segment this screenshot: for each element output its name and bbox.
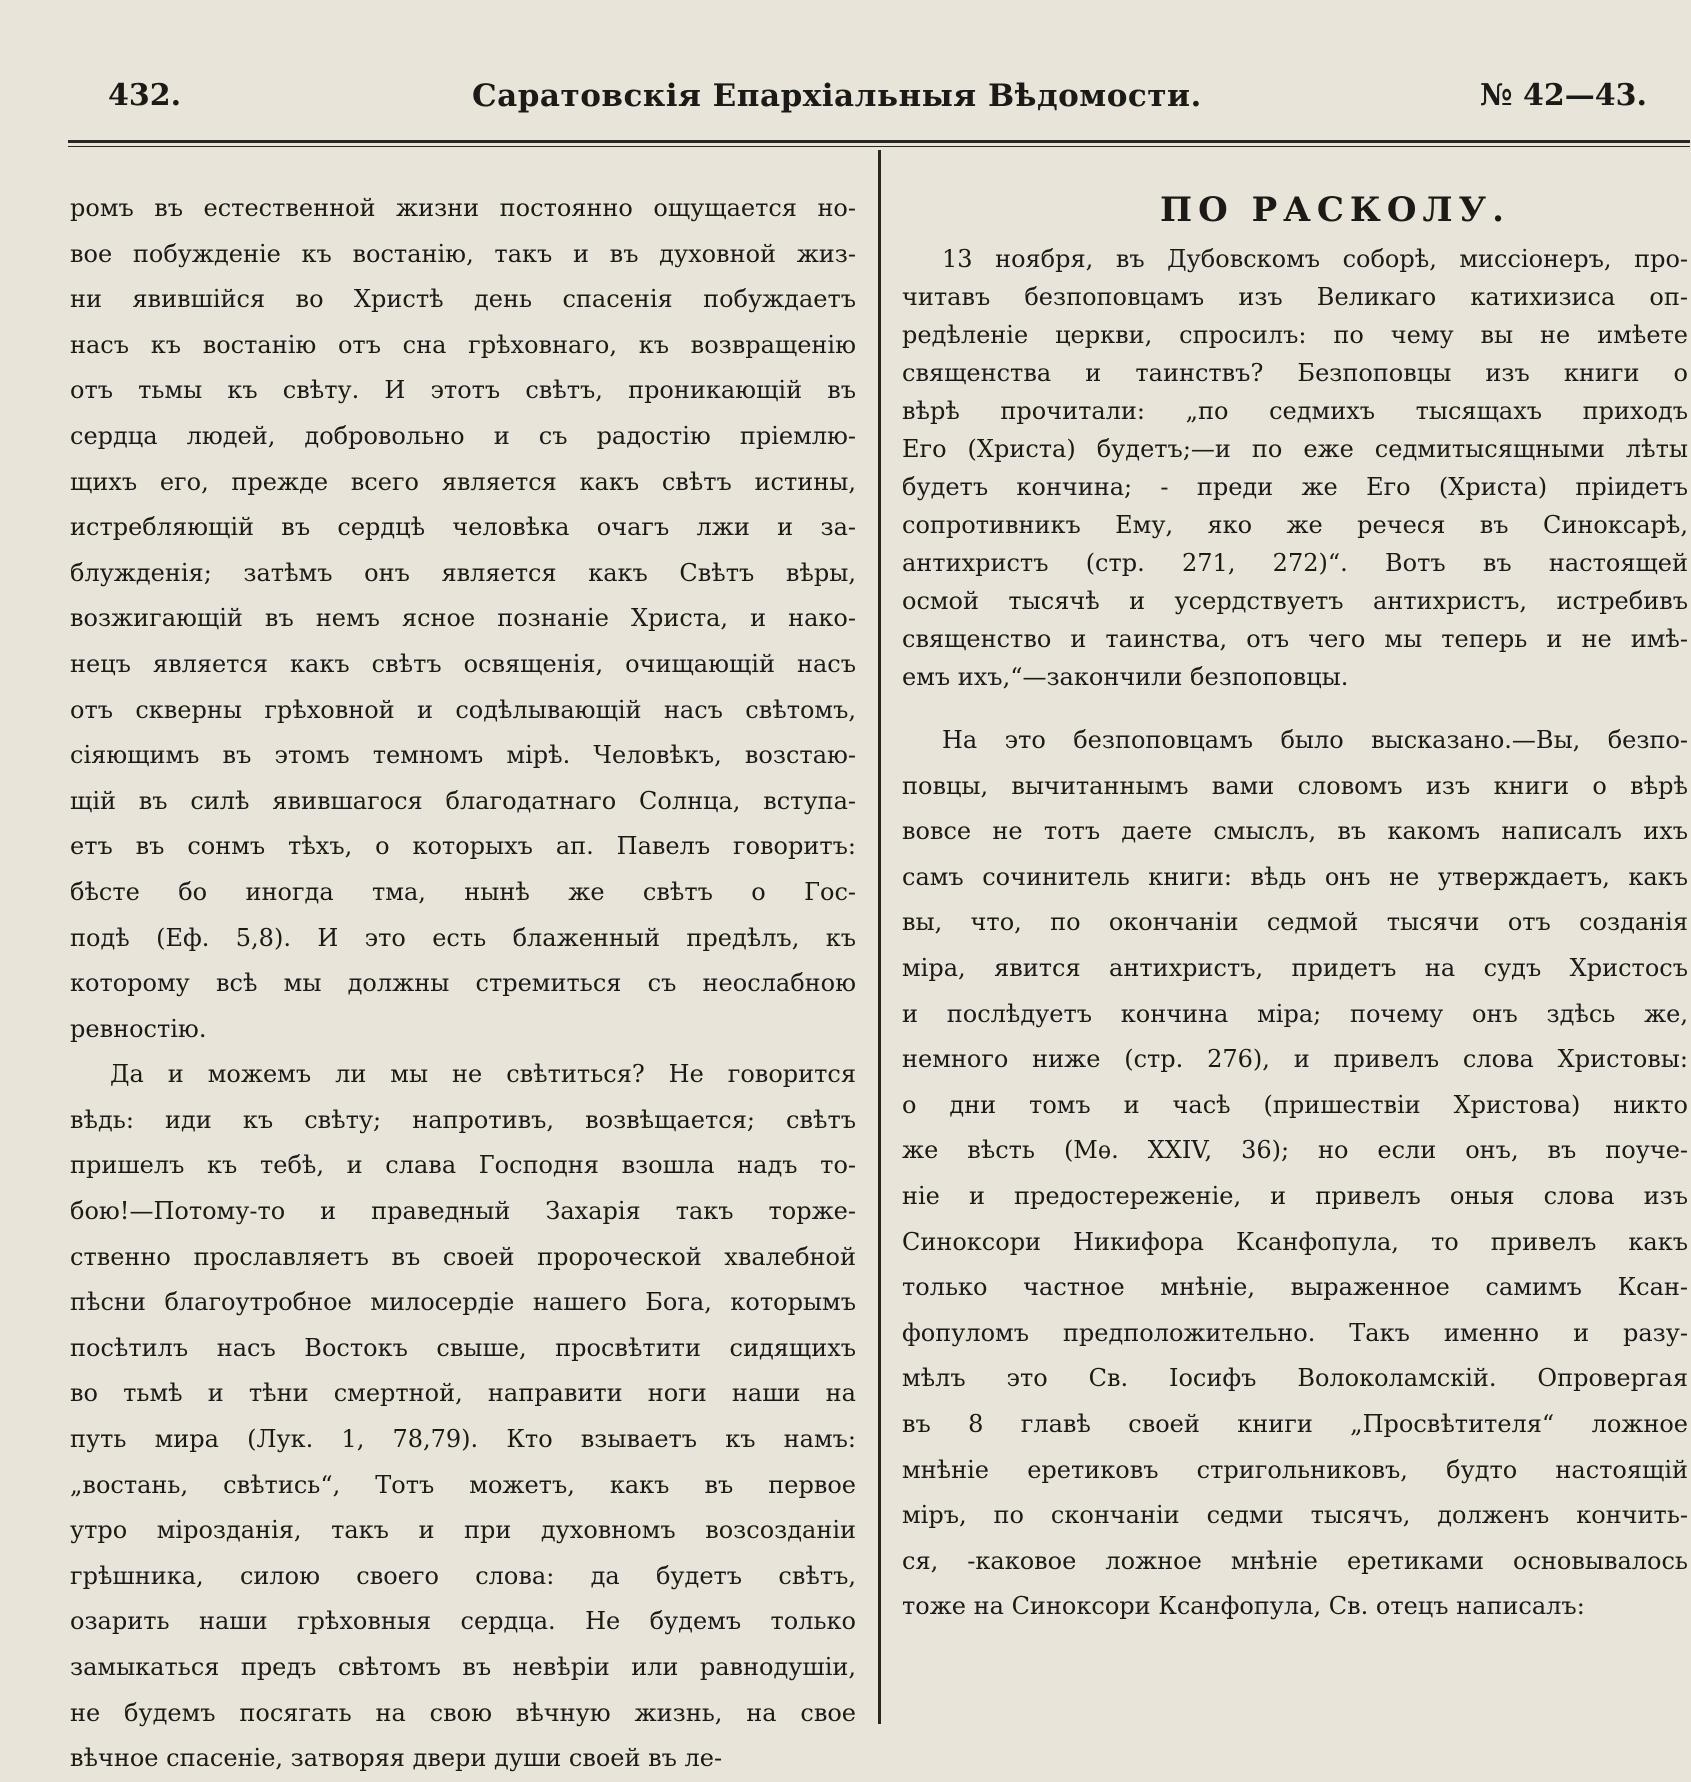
text-line: не будемъ посягать на свою вѣчную жизнь, на свое [70,1698,856,1727]
text-line: „востань, свѣтись“, Тотъ можетъ, какъ въ первое [70,1470,856,1499]
text-line: мѣлъ это Св. Іосифъ Волоколамскій. Опровергая [902,1364,1688,1393]
text-line: На это безпоповцамъ было высказано.—Вы, безпо- [942,726,1688,754]
text-line: вы, что, по окончаніи седмой тысячи отъ созданія [902,908,1688,937]
text-line: щій въ силѣ явившагося благодатнаго Солнца, вступа- [70,786,856,815]
text-line: вое побужденіе къ востанію, такъ и въ духовной жиз- [70,239,856,268]
text-line: міра, явится антихристъ, придетъ на судъ Христосъ [902,953,1688,982]
section-title: ПО РАСКОЛУ. [1160,190,1510,230]
text-line: озарить наши грѣховныя сердца. Не будемъ только [70,1607,856,1636]
text-line: ромъ въ естественной жизни постоянно ощущается но- [70,194,856,222]
text-line: возжигающій въ немъ ясное познаніе Христа, и нако- [70,604,856,633]
text-line: Его (Христа) будетъ;—и по еже седмитысящными лѣты [902,435,1688,463]
text-line: отъ тьмы къ свѣту. И этотъ свѣтъ, проникающій въ [70,376,856,405]
text-line: въ 8 главѣ своей книги „Просвѣтителя“ ложное [902,1409,1688,1438]
text-line: Синоксори Никифора Ксанфопула, то привелъ какъ [902,1227,1688,1256]
text-line: о дни томъ и часѣ (пришествіи Христова) никто [902,1090,1688,1119]
text-line: во тьмѣ и тѣни смертной, направити ноги наши на [70,1379,856,1408]
header-rule-thin [68,146,1690,147]
left-column [70,186,856,1782]
text-line: самъ сочинитель книги: вѣдь онъ не утверждаетъ, какъ [902,862,1688,891]
text-line: утро мірозданія, такъ и при духовномъ возсозданіи [70,1516,856,1545]
page-header [0,70,1691,130]
text-line: блужденія; затѣмъ онъ является какъ Свѣтъ вѣры, [70,558,856,587]
text-line: осмой тысячѣ и усердствуетъ антихристъ, истребивъ [902,587,1688,615]
text-line: ревностію. [70,1014,207,1043]
text-line: ся, -каковое ложное мнѣніе еретиками основывалось [902,1546,1688,1575]
text-line: сопротивникъ Ему, яко же речеся въ Синоксарѣ, [902,511,1688,539]
text-line: вѣрѣ прочитали: „по седмихъ тысящахъ приходъ [902,397,1688,425]
text-line: посѣтилъ насъ Востокъ свыше, просвѣтити сидящихъ [70,1333,856,1362]
text-line: же вѣсть (Мѳ. XXIV, 36); но если онъ, въ поуче- [902,1136,1688,1165]
text-line: которому всѣ мы должны стремиться съ неослабною [70,969,856,998]
text-line: путь мира (Лук. 1, 78,79). Кто взываетъ къ намъ: [70,1425,856,1454]
text-line: мнѣніе еретиковъ стригольниковъ, будто настоящій [902,1455,1688,1484]
text-line: фопуломъ предположительно. Такъ именно и разу- [902,1318,1688,1347]
text-line: повцы, вычитаннымъ вами словомъ изъ книги о вѣрѣ [902,771,1688,800]
text-line: будетъ кончина; - преди же Его (Христа) пріидетъ [902,473,1688,501]
text-line: щихъ его, прежде всего является какъ свѣтъ истины, [70,467,856,496]
periodical-title: Саратовскія Епархіальныя Вѣдомости. [472,78,1202,114]
text-line: ніе и предостереженіе, и привелъ оныя слова изъ [902,1181,1688,1210]
text-line: священства и таинствъ? Безпоповцы изъ книги о [902,359,1688,387]
text-line: 13 ноября, въ Дубовскомъ соборѣ, миссіонеръ, про- [942,245,1688,273]
text-line: немного ниже (стр. 276), и привелъ слова Христовы: [902,1045,1688,1074]
text-line: отъ скверны грѣховной и содѣлывающій насъ свѣтомъ, [70,695,856,724]
paragraph-1 [902,240,1688,696]
text-line: ни явившійся во Христѣ день спасенія побуждаетъ [70,285,856,314]
text-line: грѣшника, силою своего слова: да будетъ свѣтъ, [70,1561,856,1590]
text-line: Да и можемъ ли мы не свѣтиться? Не говорится [110,1060,856,1089]
text-line: бѣсте бо иногда тма, нынѣ же свѣтъ о Гос- [70,877,856,906]
right-column [902,186,1688,1630]
text-line: сіяющимъ въ этомъ темномъ мірѣ. Человѣкъ, возстаю- [70,741,856,770]
text-line: истребляющій въ сердцѣ человѣка очагъ лжи и за- [70,513,856,542]
paragraph-2 [902,718,1688,1630]
text-line: пришелъ къ тебѣ, и слава Господня взошла надъ то- [70,1151,856,1180]
text-line: нецъ является какъ свѣтъ освященія, очищающій насъ [70,649,856,678]
text-line: вѣчное спасеніе, затворяя двери души своей въ ле- [70,1744,723,1773]
text-line: антихристъ (стр. 271, 272)“. Вотъ въ настоящей [902,549,1688,577]
text-line: подѣ (Еф. 5,8). И это есть блаженный предѣлъ, къ [70,923,856,952]
text-line: читавъ безпоповцамъ изъ Великаго катихизиса оп- [902,283,1688,311]
column-divider [878,150,881,1724]
text-line: вовсе не тотъ даете смыслъ, въ какомъ написалъ ихъ [902,817,1688,846]
header-rule [68,140,1690,143]
text-line: пѣсни благоутробное милосердіе нашего Бога, которымъ [70,1288,856,1317]
text-line: міръ, по скончаніи седми тысячъ, долженъ кончить- [902,1501,1688,1530]
text-line: священство и таинства, отъ чего мы теперь и не имѣ- [902,625,1688,653]
text-line: тоже на Синоксори Ксанфопула, Св. отецъ написалъ: [902,1592,1585,1621]
text-line: сердца людей, добровольно и съ радостію пріемлю- [70,421,856,450]
text-line: насъ къ востанію отъ сна грѣховнаго, къ возвращенію [70,330,856,359]
text-line: замыкаться предъ свѣтомъ въ невѣріи или равнодушіи, [70,1653,856,1681]
text-line: етъ въ сонмъ тѣхъ, о которыхъ ап. Павелъ говоритъ: [70,832,856,861]
text-line: емъ ихъ,“—закончили безпоповцы. [902,663,1349,691]
text-line: вѣдь: иди къ свѣту; напротивъ, возвѣщается; свѣтъ [70,1105,856,1134]
text-line: редѣленіе церкви, спросилъ: по чему вы не имѣете [902,321,1688,349]
text-line: бою!—Потому-то и праведный Захарія такъ торже- [70,1197,856,1226]
text-line: ственно прославляетъ въ своей пророческой хвалебной [70,1242,856,1271]
issue-number: № 42—43. [1480,78,1647,113]
text-line: и послѣдуетъ кончина міра; почему онъ здѣсь же, [902,999,1688,1028]
text-line: только частное мнѣніе, выраженное самимъ Ксан- [902,1273,1688,1302]
page-number: 432. [108,78,182,113]
